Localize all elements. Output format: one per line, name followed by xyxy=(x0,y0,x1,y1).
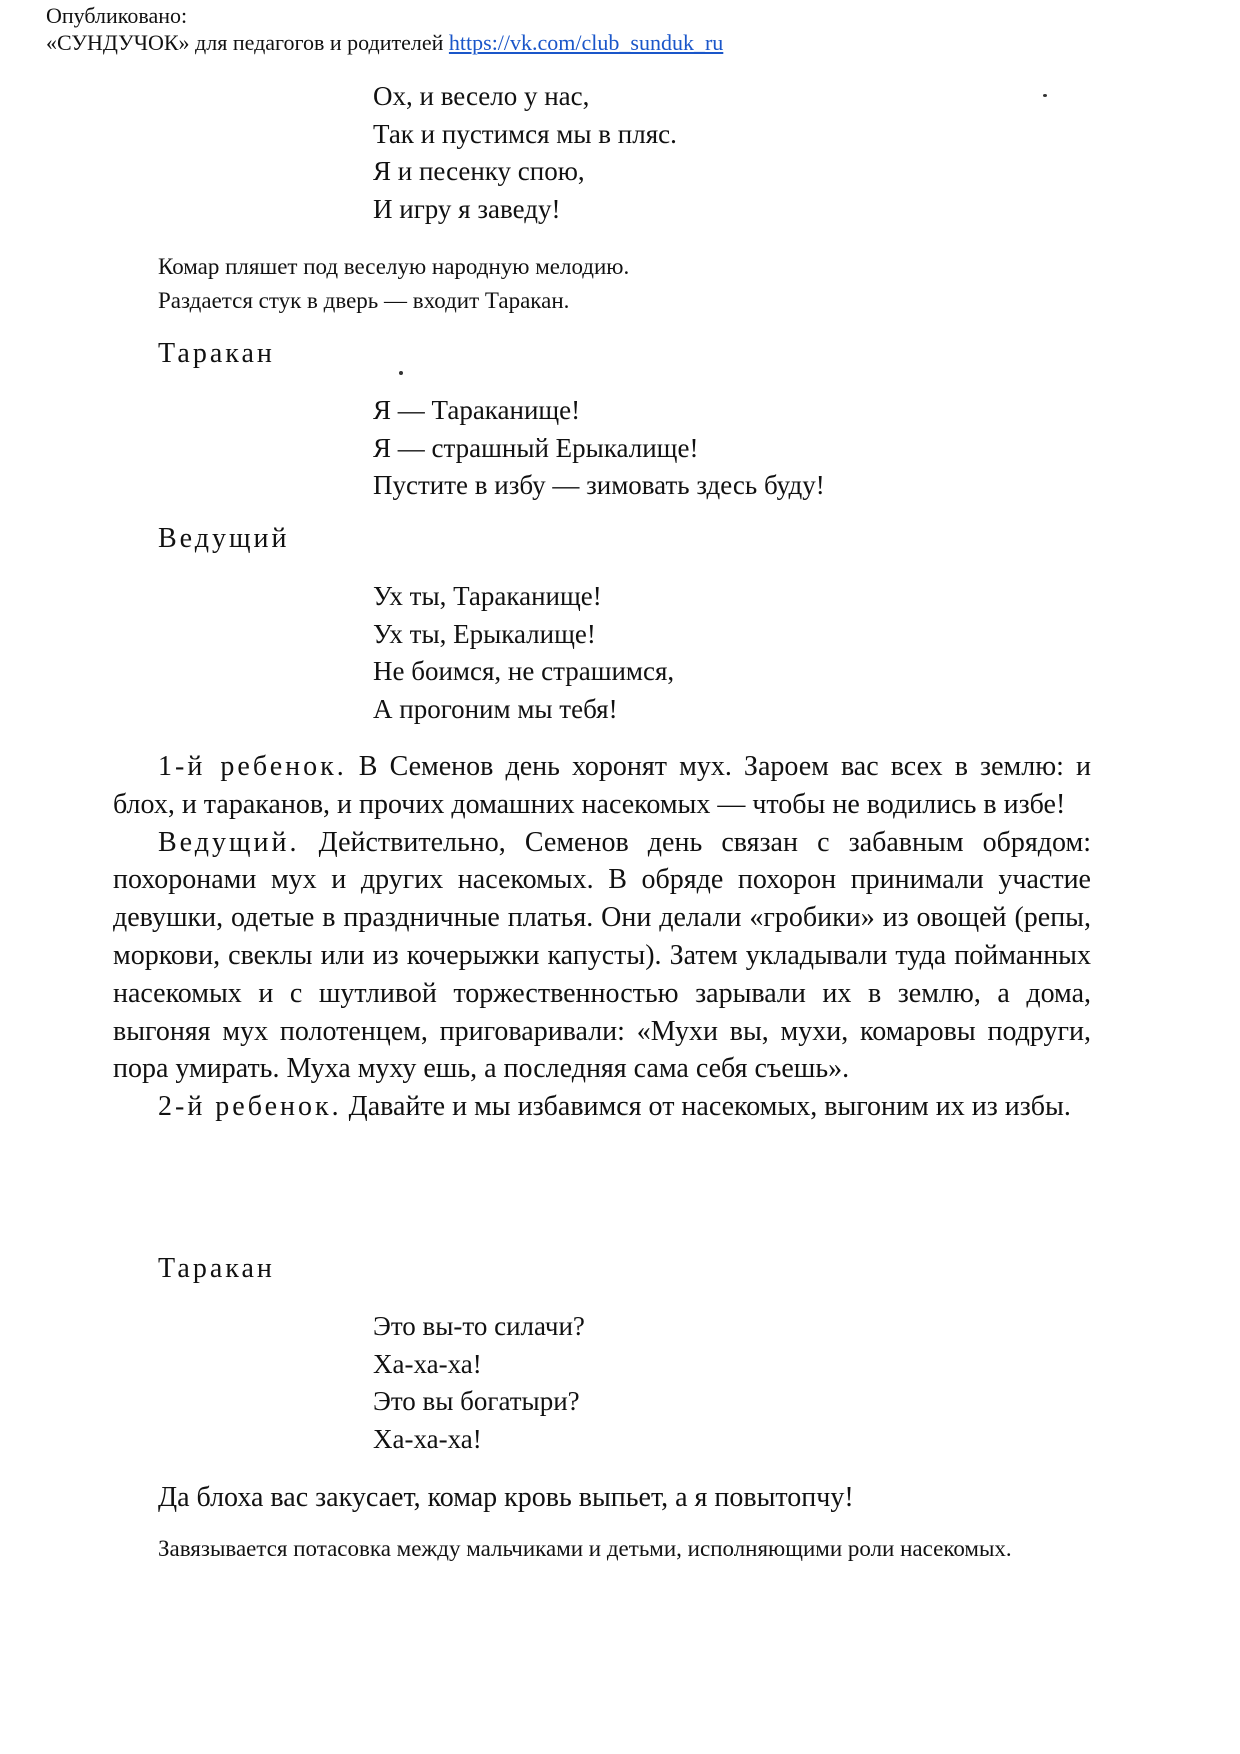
speaker-vedushchiy: Ведущий xyxy=(158,523,290,554)
verse-line: Ух ты, Ерыкалище! xyxy=(373,618,596,649)
speaker-tarakan: Таракан xyxy=(158,338,275,369)
publisher-link[interactable]: https://vk.com/club_sunduk_ru xyxy=(448,30,724,55)
verse-line: Так и пустимся мы в пляс. xyxy=(373,118,677,149)
stage-direction-2: Завязывается потасовка между мальчиками и детьми, исполняющими роли насекомых. xyxy=(158,1536,1012,1561)
speaker-child-2: 2-й ребенок. xyxy=(158,1091,342,1123)
verse-1 xyxy=(373,78,677,228)
verse-2 xyxy=(373,392,825,505)
verse-line: А прогоним мы тебя! xyxy=(373,693,618,724)
published-label: Опубликовано: xyxy=(46,3,188,28)
paragraph-vedushchiy: Ведущий. Действительно, Семенов день связан с забавным обрядом: похоронами мух и других насекомых. В обряде похорон принимали участие девушки, одетые в праздничные платья. Они делали «гробики» из овощей (репы, моркови, свеклы или из кочерыжки капусты). Затем укладывали туда пойманных насекомых и с шутливой торжественностью зарывали их в землю, а дома, выгоняя мух полотенцем, приговаривали: «Мухи вы, мухи, комаровы подруги, пора умирать. Муха муху ешь, а последняя сама себя съешь». xyxy=(113,826,1091,1085)
speaker-vedushchiy-inline: Ведущий. xyxy=(158,826,300,858)
verse-line: Я и песенку спою, xyxy=(373,156,585,186)
verse-line: Ха-ха-ха! xyxy=(373,1423,482,1454)
verse-line: Ха-ха-ха! xyxy=(373,1348,482,1379)
speaker-child-1: 1-й ребенок. xyxy=(158,751,347,782)
verse-line: Я — Тараканище! xyxy=(373,395,581,425)
verse-line: Пустите в избу — зимовать здесь буду! xyxy=(373,470,825,500)
stage-line: Комар пляшет под веселую народную мелодию. xyxy=(158,254,630,279)
scan-speck xyxy=(1043,94,1047,97)
verse-line: Ох, и весело у нас, xyxy=(373,81,590,111)
verse-line: Не боимся, не страшимся, xyxy=(373,656,675,686)
stage-direction-1 xyxy=(158,250,629,318)
prose-block xyxy=(113,748,1091,1126)
publisher-name: «СУНДУЧОК» для педагогов и родителей xyxy=(46,30,449,55)
stage-line: Раздается стук в дверь — входит Таракан. xyxy=(158,288,570,313)
page-header xyxy=(46,2,723,56)
verse-line: Я — страшный Ерыкалище! xyxy=(373,432,699,463)
scan-speck xyxy=(399,371,403,375)
verse-3 xyxy=(373,578,674,728)
verse-line: Это вы богатыри? xyxy=(373,1386,580,1416)
speaker-tarakan-2: Таракан xyxy=(158,1253,275,1284)
paragraph-child-2: 2-й ребенок. Давайте и мы избавимся от насекомых, выгоним их из избы. xyxy=(158,1091,1071,1123)
verse-line: И игру я заведу! xyxy=(373,193,561,224)
paragraph-child-1: 1-й ребенок. В Семенов день хоронят мух. Зароем вас всех в землю: и блох, и тараканов, и прочих домашних насекомых — чтобы не водились в избе! xyxy=(113,751,1091,820)
verse-line: Это вы-то силачи? xyxy=(373,1311,585,1341)
publisher-line xyxy=(46,29,723,56)
verse-line: Ух ты, Тараканище! xyxy=(373,581,602,611)
verse-4 xyxy=(373,1308,585,1458)
closing-line: Да блоха вас закусает, комар кровь выпьет, а я повытопчу! xyxy=(158,1482,854,1513)
